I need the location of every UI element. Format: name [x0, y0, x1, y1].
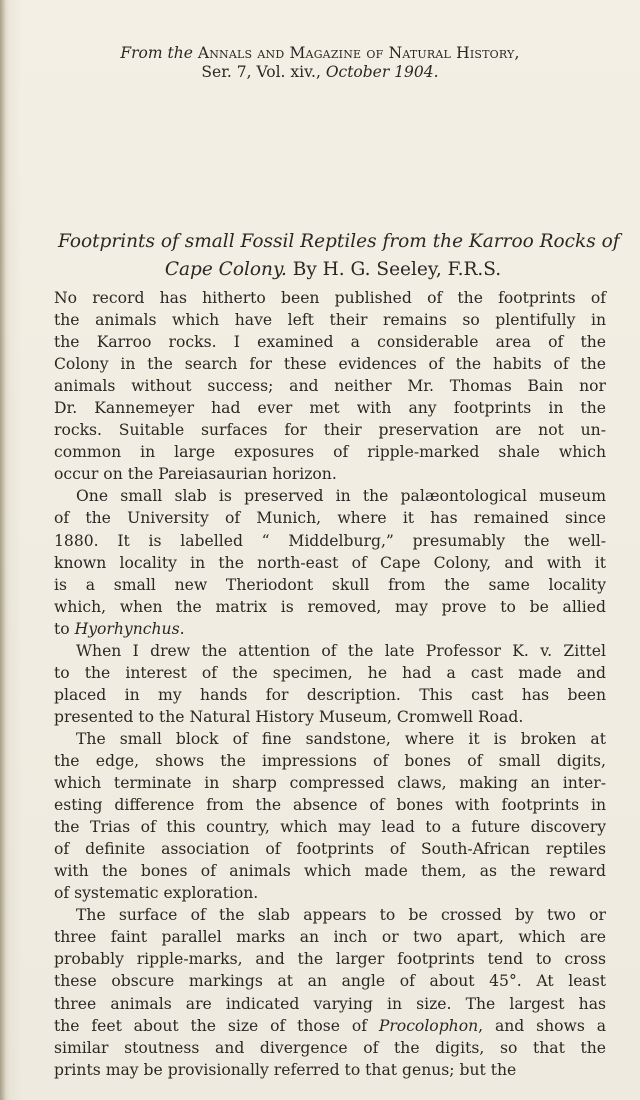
header-prefix: From the: [120, 44, 193, 62]
body-line: When I drew the attention of the late Professor K. v. Zittel: [76, 641, 606, 660]
body-line: which, when the matrix is removed, may prove to be allied: [54, 597, 606, 616]
body-line: known locality in the north-east of Cape Colony, and with it: [54, 553, 606, 572]
taxon-name: Hyorhynchus: [74, 619, 180, 638]
header-line-1: [50, 44, 590, 63]
body-line: probably ripple-marks, and the larger footprints tend to cross: [54, 950, 606, 969]
body-line: three animals are indicated varying in size. The largest has: [54, 994, 606, 1013]
body-line: is a small new Theriodont skull from the same locality: [54, 575, 606, 594]
body-line: placed in my hands for description. This cast has been: [54, 685, 606, 704]
body-line: the Trias of this country, which may lead to a future discovery: [54, 818, 606, 837]
byline: By H. G. Seeley, F.R.S.: [292, 259, 502, 280]
body-line: which terminate in sharp compressed claws, making an inter-: [54, 774, 606, 793]
body-line: the edge, shows the impressions of bones of small digits,: [54, 751, 606, 770]
journal-header: [50, 44, 590, 82]
body-line: occur on the Pareiasaurian horizon.: [54, 465, 337, 484]
title-line-2: [58, 256, 598, 284]
issue-date: October 1904.: [325, 63, 439, 81]
body-line: Dr. Kannemeyer had ever met with any footprints in the: [54, 399, 606, 418]
body-line: prints may be provisionally referred to that genus; but the: [54, 1060, 517, 1079]
taxon-name: Procolophon: [378, 1016, 479, 1035]
body-line: animals without success; and neither Mr. Thomas Bain nor: [54, 377, 606, 396]
title-line-2-italic: Cape Colony.: [164, 259, 287, 280]
body-line: The small block of fine sandstone, where it is broken at: [76, 729, 606, 748]
body-line: Colony in the search for these evidences of the habits of the: [54, 355, 606, 374]
header-line-2: [50, 63, 590, 82]
body-line: with the bones of animals which made them, as the reward: [54, 862, 606, 881]
body-line: these obscure markings at an angle of about 45°. At least: [54, 972, 606, 991]
article-title: [58, 228, 620, 284]
body-line: similar stoutness and divergence of the digits, so that the: [54, 1038, 606, 1057]
body-line: of definite association of footprints of South-African reptiles: [54, 840, 606, 859]
body-line: the Karroo rocks. I examined a considerable area of the: [54, 333, 606, 352]
body-line: The surface of the slab appears to be crossed by two or: [76, 906, 606, 925]
body-line: No record has hitherto been published of the footprints of: [54, 289, 606, 307]
series-volume: Ser. 7, Vol. xiv.,: [201, 63, 321, 81]
body-line: 1880. It is labelled “ Middelburg,” presumably the well-: [54, 531, 606, 550]
body-line: three faint parallel marks an inch or two apart, which are: [54, 928, 606, 947]
body-line: of systematic exploration.: [54, 884, 259, 903]
body-line: common in large exposures of ripple-marked shale which: [54, 443, 606, 462]
body-line: presented to the Natural History Museum, Cromwell Road.: [54, 707, 524, 726]
body-line: the feet about the size of those of Procolophon, and shows a: [54, 1016, 606, 1035]
article-body: [54, 287, 606, 1081]
spine-shadow: [0, 0, 6, 1100]
journal-name: Annals and Magazine of Natural History,: [197, 44, 520, 62]
body-line: to Hyorhynchus.: [54, 619, 185, 638]
body-line: One small slab is preserved in the palæontological museum: [76, 487, 606, 506]
body-line: to the interest of the specimen, he had a cast made and: [54, 663, 606, 682]
body-line: esting difference from the absence of bones with footprints in: [54, 796, 606, 815]
title-line-1: Footprints of small Fossil Reptiles from the Karroo Rocks of: [58, 231, 620, 252]
body-line: rocks. Suitable surfaces for their preservation are not un-: [54, 421, 606, 440]
body-line: of the University of Munich, where it has remained since: [54, 509, 606, 528]
body-line: the animals which have left their remains so plentifully in: [54, 311, 606, 330]
